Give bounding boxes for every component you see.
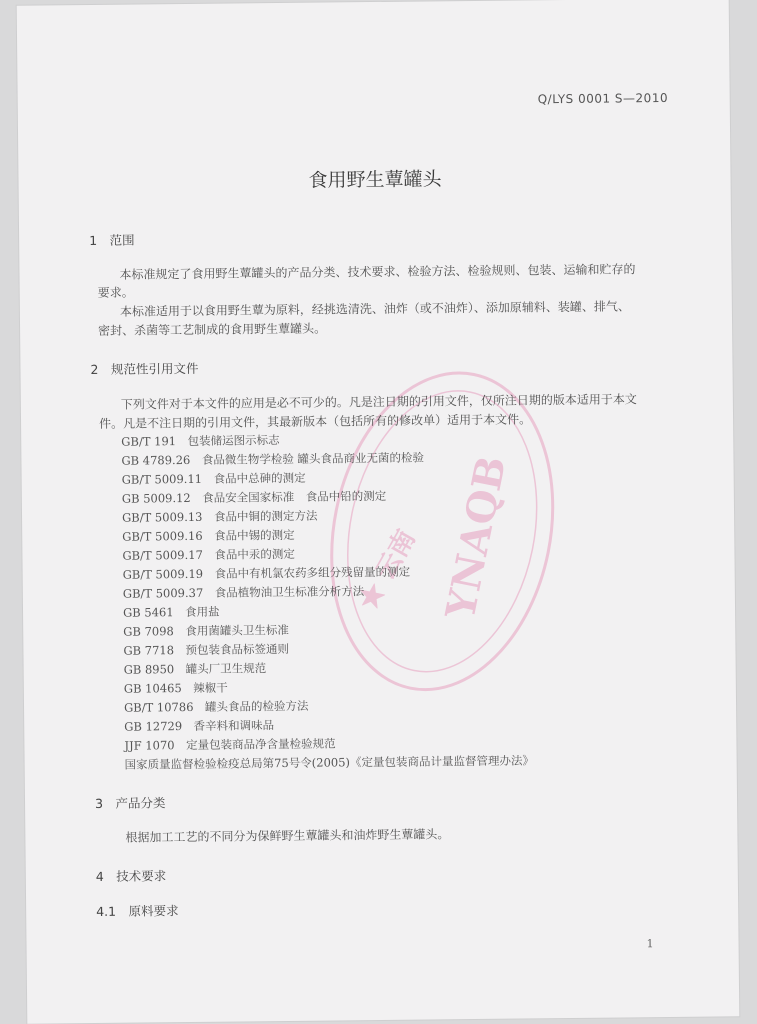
- reference-item: GB/T 191 包装储运图示标志: [121, 433, 280, 449]
- section-2-heading: 2 规范性引用文件: [90, 360, 199, 378]
- reference-item: GB 5461 食用盐: [122, 604, 220, 620]
- reference-item: GB/T 5009.11 食品中总砷的测定: [121, 470, 306, 487]
- reference-item: GB 7718 预包装食品标签通则: [123, 641, 290, 658]
- section-1-paragraph-2: 本标准适用于以食用野生蕈为原料，经挑选清洗、油炸（或不油炸）、添加原辅料、装罐、排气、: [119, 299, 630, 319]
- document-id: Q/LYS 0001 S—2010: [537, 90, 669, 107]
- section-3-heading: 3 产品分类: [94, 795, 166, 811]
- page-number: 1: [646, 937, 654, 951]
- section-2-intro: 下列文件对于本文件的应用是必不可少的。凡是注日期的引用文件，仅所注日期的版本适用于本文: [120, 392, 637, 412]
- section-4-heading: 4 技术要求: [95, 868, 167, 884]
- reference-item: GB 4789.26 食品微生物学检验 罐头食品商业无菌的检验: [121, 450, 425, 468]
- section-1-heading: 1 范围: [89, 232, 135, 249]
- section-1-paragraph-1-cont: 要求。: [97, 285, 134, 300]
- document-title: 食用野生蕈罐头: [308, 168, 442, 192]
- reference-item: JJF 1070 定量包装商品净含量检验规范: [124, 736, 336, 753]
- reference-item: GB/T 10786 罐头食品的检验方法: [123, 698, 309, 715]
- svg-text:★ 云南: ★ 云南: [353, 524, 422, 616]
- reference-item: GB/T 5009.13 食品中铜的测定方法: [121, 508, 318, 525]
- section-1-paragraph-1: 本标准规定了食用野生蕈罐头的产品分类、技术要求、检验方法、检验规则、包装、运输和贮存的: [119, 262, 636, 282]
- reference-item: GB 5009.12 食品安全国家标准 食品中铅的测定: [121, 488, 387, 506]
- section-1-paragraph-2-cont: 密封、杀菌等工艺制成的食用野生蕈罐头。: [98, 321, 327, 338]
- section-4-1-heading: 4.1 原料要求: [96, 903, 179, 919]
- reference-item: GB/T 5009.37 食品植物油卫生标准分析方法: [122, 584, 365, 601]
- reference-item: 国家质量监督检验检疫总局第75号令(2005)《定量包装商品计量监督管理办法》: [124, 753, 535, 772]
- reference-item: GB 12729 香辛料和调味品: [124, 718, 275, 734]
- reference-item: GB/T 5009.19 食品中有机氯农药多组分残留量的测定: [122, 564, 411, 582]
- reference-item: GB/T 5009.16 食品中锡的测定: [122, 527, 295, 544]
- section-2-intro-cont: 件。凡是不注日期的引用文件，其最新版本（包括所有的修改单）适用于本文件。: [98, 412, 532, 431]
- document-page: [17, 0, 740, 1024]
- reference-item: GB 7098 食用菌罐头卫生标准: [123, 622, 289, 639]
- reference-item: GB/T 5009.17 食品中汞的测定: [122, 546, 295, 563]
- section-3-paragraph: 根据加工工艺的不同分为保鲜野生蕈罐头和油炸野生蕈罐头。: [125, 827, 450, 845]
- reference-item: GB 10465 辣椒干: [123, 680, 228, 696]
- reference-item: GB 8950 罐头厂卫生规范: [123, 661, 267, 677]
- svg-text:YNAQB: YNAQB: [436, 452, 516, 623]
